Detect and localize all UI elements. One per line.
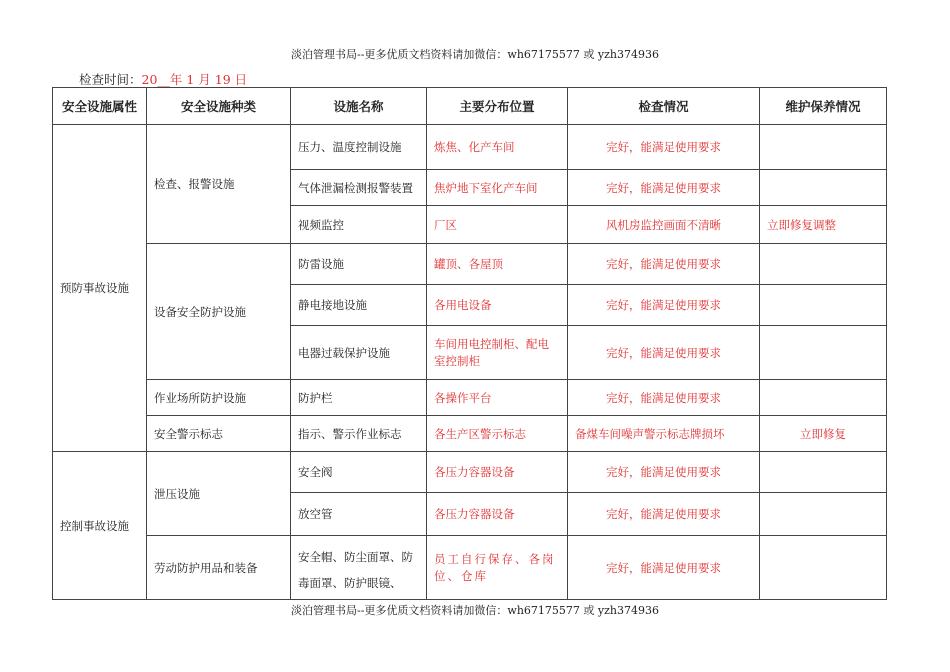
- maintenance-status: [760, 380, 887, 416]
- group-control: 控制事故设施: [53, 452, 147, 600]
- col-header-check: 检查情况: [568, 88, 760, 125]
- maintenance-status: [760, 326, 887, 380]
- type-alarm: 检查、报警设施: [147, 125, 291, 244]
- maintenance-status: [760, 452, 887, 493]
- table-row: [53, 452, 887, 493]
- maintenance-status: [760, 493, 887, 536]
- maintenance-status: [760, 125, 887, 170]
- check-status: 完好，能满足使用要求: [568, 536, 760, 600]
- facility-location: 员工自行保存、各岗位、仓库: [427, 536, 568, 600]
- type-workplace: 作业场所防护设施: [147, 380, 291, 416]
- maintenance-status: 立即修复: [760, 416, 887, 452]
- col-header-maintenance: 维护保养情况: [760, 88, 887, 125]
- facility-name: 指示、警示作业标志: [291, 416, 427, 452]
- check-status: 风机房监控画面不清晰: [568, 206, 760, 244]
- check-status: 完好，能满足使用要求: [568, 244, 760, 285]
- check-status: 完好，能满足使用要求: [568, 452, 760, 493]
- col-header-location: 主要分布位置: [427, 88, 568, 125]
- facility-name: 放空管: [291, 493, 427, 536]
- col-header-name: 设施名称: [291, 88, 427, 125]
- facility-location: 各压力容器设备: [427, 493, 568, 536]
- check-status: 完好，能满足使用要求: [568, 285, 760, 326]
- facility-location: 车间用电控制柜、配电室控制柜: [427, 326, 568, 380]
- facility-name: 静电接地设施: [291, 285, 427, 326]
- safety-facility-table: [52, 87, 887, 600]
- col-header-attribute: 安全设施属性: [53, 88, 147, 125]
- type-ppe: 劳动防护用品和装备: [147, 536, 291, 600]
- facility-name: 视频监控: [291, 206, 427, 244]
- facility-location: 各生产区警示标志: [427, 416, 568, 452]
- facility-location: 厂区: [427, 206, 568, 244]
- inspection-date: 年 1 月 19 日: [169, 72, 248, 87]
- inspection-time-label: 检查时间：: [79, 72, 142, 87]
- table-header-row: [53, 88, 887, 125]
- maintenance-status: [760, 285, 887, 326]
- facility-name: 防雷设施: [291, 244, 427, 285]
- facility-name: 压力、温度控制设施: [291, 125, 427, 170]
- facility-name: 安全帽、防尘面罩、防毒面罩、防护眼镜、: [291, 536, 427, 600]
- table-row: [53, 380, 887, 416]
- table-row: [53, 125, 887, 170]
- facility-location: 各操作平台: [427, 380, 568, 416]
- inspection-time: [79, 70, 247, 88]
- table-row: [53, 536, 887, 600]
- maintenance-status: 立即修复调整: [760, 206, 887, 244]
- facility-name: 防护栏: [291, 380, 427, 416]
- page-footer: 淡泊管理书局--更多优质文档资料请加微信：wh67175577 或 yzh374936: [291, 604, 659, 617]
- maintenance-status: [760, 536, 887, 600]
- check-status: 完好，能满足使用要求: [568, 170, 760, 206]
- type-relief: 泄压设施: [147, 452, 291, 536]
- check-status: 备煤车间噪声警示标志牌损坏: [568, 416, 760, 452]
- col-header-type: 安全设施种类: [147, 88, 291, 125]
- facility-location: 焦炉地下室化产车间: [427, 170, 568, 206]
- type-equipment: 设备安全防护设施: [147, 244, 291, 380]
- facility-location: 炼焦、化产车间: [427, 125, 568, 170]
- facility-name: 电器过载保护设施: [291, 326, 427, 380]
- check-status: 完好，能满足使用要求: [568, 326, 760, 380]
- inspection-year: 20__: [141, 72, 170, 87]
- table-row: [53, 416, 887, 452]
- facility-name: 气体泄漏检测报警装置: [291, 170, 427, 206]
- check-status: 完好，能满足使用要求: [568, 125, 760, 170]
- check-status: 完好，能满足使用要求: [568, 493, 760, 536]
- facility-location: 各用电设备: [427, 285, 568, 326]
- maintenance-status: [760, 244, 887, 285]
- maintenance-status: [760, 170, 887, 206]
- page-header: 淡泊管理书局--更多优质文档资料请加微信：wh67175577 或 yzh374936: [291, 48, 659, 61]
- check-status: 完好，能满足使用要求: [568, 380, 760, 416]
- facility-location: 各压力容器设备: [427, 452, 568, 493]
- facility-name: 安全阀: [291, 452, 427, 493]
- table-row: [53, 244, 887, 285]
- type-warning: 安全警示标志: [147, 416, 291, 452]
- group-prevent: 预防事故设施: [53, 125, 147, 452]
- facility-location: 罐顶、各屋顶: [427, 244, 568, 285]
